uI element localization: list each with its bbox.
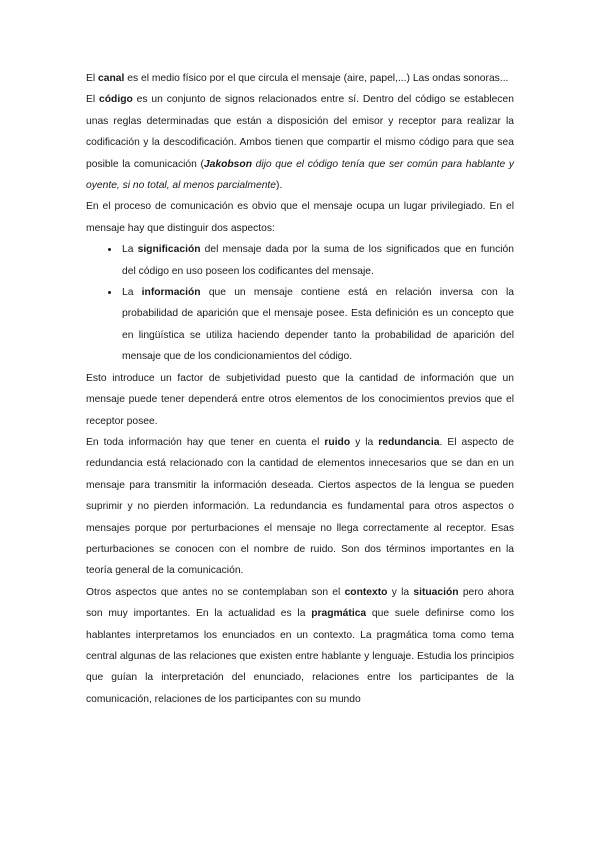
text-run: y la (350, 436, 379, 448)
text-run: del mensaje dada por la suma de los significados que en función del código en uso poseen los codificantes del mensaje. (122, 244, 514, 277)
text-run: La (122, 287, 142, 299)
term-pragmatica: pragmática (311, 608, 367, 620)
text-run: Otros aspectos que antes no se contemplaban son el (86, 586, 345, 598)
term-redundancia: redundancia (378, 436, 440, 448)
text-run: El (86, 73, 99, 84)
italic-quote: dijo que el código tenía que ser común para hablante y oyente, si no total, al menos parcialmente (86, 158, 515, 192)
text-run: La (122, 244, 138, 256)
text-run: es un conjunto de signos relacionados entre sí. Dentro del código se establecen unas reglas determinadas que están a disposición del emisor y receptor para realizar la codificación y la descodificación. Ambos tienen que compartir el mismo código para que sea posible la comunicación ( (86, 94, 514, 170)
text-run: que un mensaje contiene está en relación inversa con la probabilidad de aparición que el mensaje posee. Esta definición es un concepto que en lingüística se utiliza haciendo depender tanto la probabilidad de aparición del mensaje que de los condicionamientos del código. (122, 287, 514, 363)
list-item-significacion (120, 239, 514, 282)
aspects-list (86, 239, 514, 367)
text-run: pero ahora son muy importantes. En la actualidad es la (86, 586, 515, 620)
text-run: y la (387, 586, 414, 598)
paragraph-ruido-redundancia (86, 432, 514, 582)
term-ruido: ruido (324, 436, 351, 448)
term-situacion: situación (413, 586, 459, 598)
term-informacion: información (141, 287, 201, 299)
term-canal: canal (98, 73, 125, 84)
document-body (86, 68, 514, 710)
paragraph-subjetividad: Esto introduce un factor de subjetividad puesto que la cantidad de información que un mensaje puede tener dependerá entre otros elementos de los conocimientos previos que el receptor posee. (86, 372, 514, 427)
paragraph-mensaje: En el proceso de comunicación es obvio que el mensaje ocupa un lugar privilegiado. En el mensaje hay que distinguir dos aspectos: (86, 201, 514, 234)
term-codigo: código (99, 94, 133, 106)
term-significacion: significación (137, 244, 201, 256)
text-run: . El aspecto de redundancia está relacionado con la cantidad de elementos innecesarios que se dan en un mensaje para transmitir la información deseada. Ciertos aspectos de la lengua se pueden suprimir y no pierden información. La redundancia es fundamental para otros aspectos o mensajes porque por perturbaciones el mensaje no llega correctamente al receptor. Esas perturbaciones se conocen con el nombre de ruido. Son dos términos importantes en la teoría general de la comunicación. (86, 436, 514, 577)
text-run: ). (276, 180, 283, 192)
paragraph-pragmatica (86, 582, 514, 710)
paragraph-codigo (86, 89, 514, 196)
text-run: El (86, 94, 100, 106)
author-jakobson: Jakobson (203, 158, 252, 170)
text-run: En toda información hay que tener en cuenta el (86, 436, 325, 448)
text-run: que suele definirse como los hablantes interpretamos los enunciados en un contexto. La pragmática toma como tema central algunas de las relaciones que existen entre hablante y lenguaje. Estudia los principios que guían la interpretación del enunciado, relaciones entre los participantes de la comunicación, relaciones de los participantes con su mundo (86, 608, 514, 705)
paragraph-canal (86, 68, 514, 89)
list-item-informacion (120, 282, 514, 368)
term-contexto: contexto (344, 586, 388, 598)
text-run: es el medio físico por el que circula el mensaje (aire, papel,...) Las ondas sonoras... (124, 73, 509, 84)
